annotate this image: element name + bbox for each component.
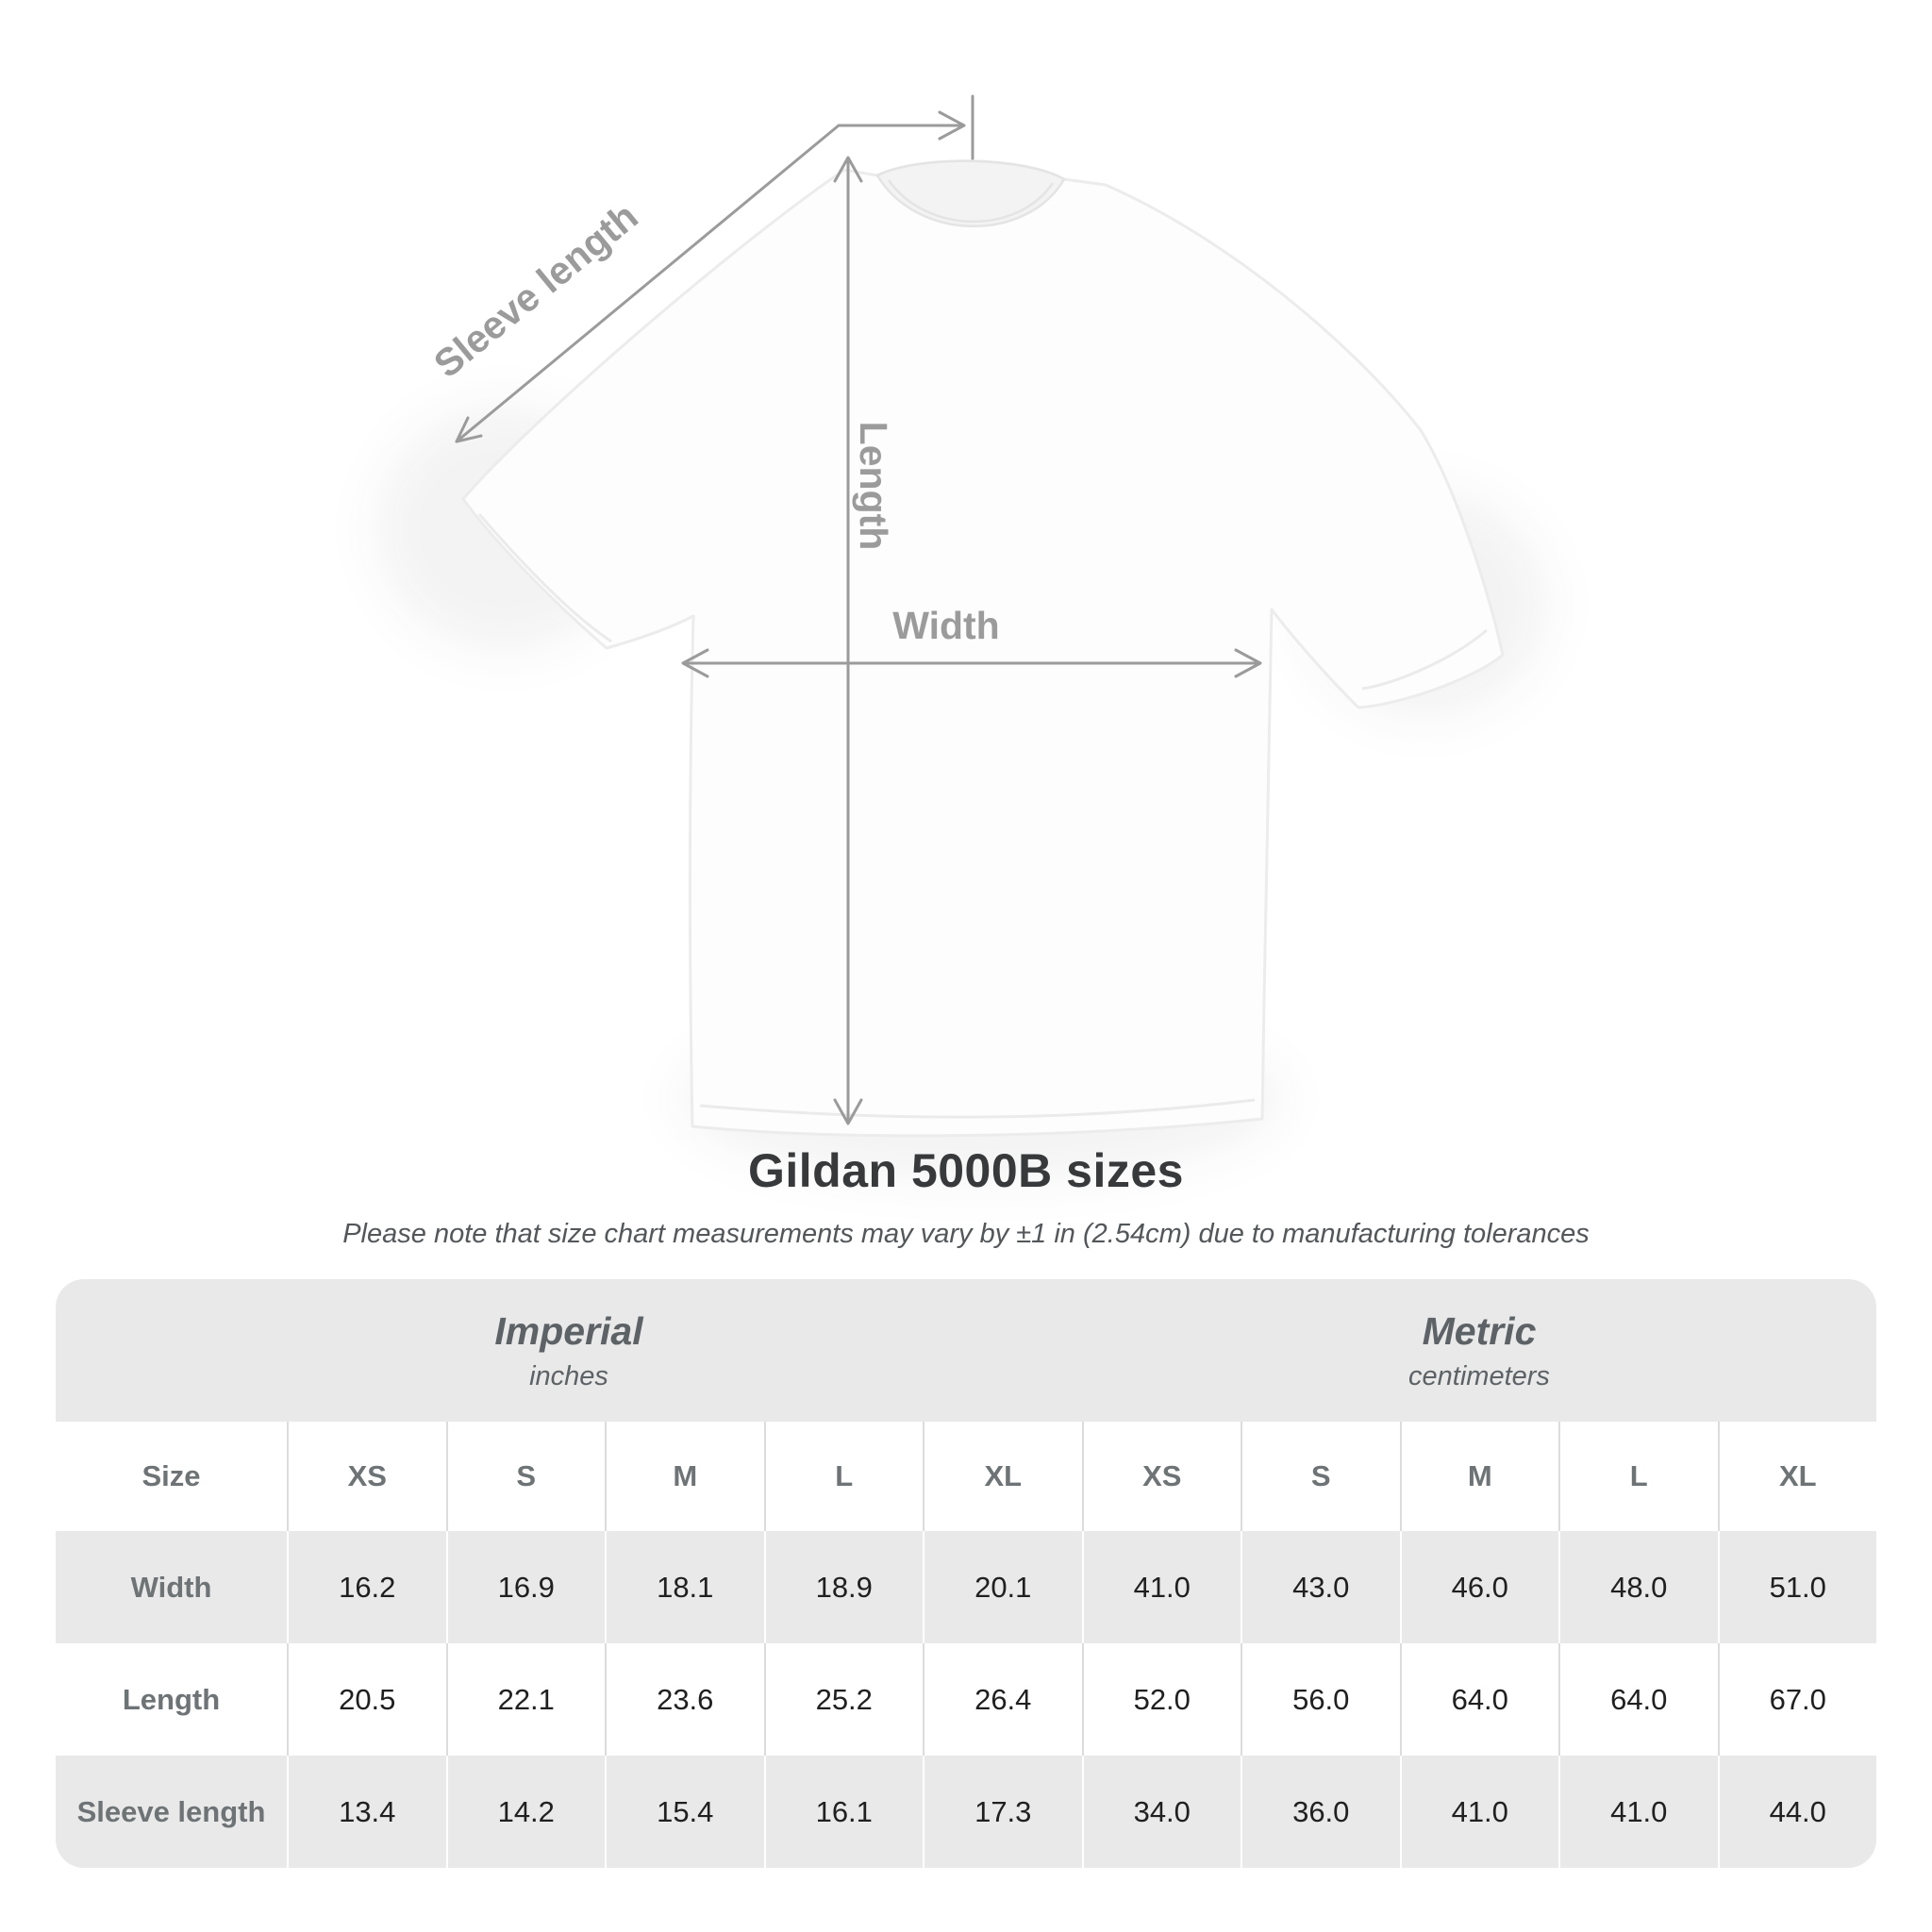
- value-cell: 23.6: [605, 1643, 764, 1756]
- metric-sublabel: centimeters: [1408, 1360, 1550, 1391]
- row-label: Sleeve length: [76, 1794, 266, 1828]
- value-cell: 64.0: [1558, 1643, 1718, 1756]
- size-col-header: XL: [923, 1422, 1082, 1531]
- tolerance-note: Please note that size chart measurements may vary by ±1 in (2.54cm) due to manufacturing tolerances: [342, 1219, 1590, 1249]
- value-cell: 20.1: [923, 1531, 1082, 1643]
- size-col-header: XS: [287, 1422, 446, 1531]
- value-cell: 64.0: [1400, 1643, 1559, 1756]
- table-row-width: [56, 1531, 1876, 1643]
- metric-label: Metric: [1422, 1308, 1537, 1353]
- page-title: Gildan 5000B sizes: [747, 1144, 1184, 1197]
- row-label: Width: [130, 1570, 212, 1604]
- value-cell: 36.0: [1241, 1756, 1400, 1868]
- value-cell: 41.0: [1400, 1756, 1559, 1868]
- value-cell: 56.0: [1241, 1643, 1400, 1756]
- size-col-header: XS: [1082, 1422, 1241, 1531]
- value-cell: 26.4: [923, 1643, 1082, 1756]
- value-cell: 41.0: [1082, 1531, 1241, 1643]
- value-cell: 48.0: [1558, 1531, 1718, 1643]
- unit-header-band: [56, 1279, 1876, 1422]
- size-col-header: S: [1241, 1422, 1400, 1531]
- size-col-header: M: [605, 1422, 764, 1531]
- size-col-header: L: [764, 1422, 924, 1531]
- value-cell: 43.0: [1241, 1531, 1400, 1643]
- value-cell: 22.1: [446, 1643, 606, 1756]
- value-cell: 46.0: [1400, 1531, 1559, 1643]
- size-col-header: S: [446, 1422, 606, 1531]
- value-cell: 51.0: [1718, 1531, 1877, 1643]
- length-label: Length: [852, 421, 896, 551]
- value-cell: 67.0: [1718, 1643, 1877, 1756]
- metric-header: [1082, 1279, 1876, 1422]
- value-cell: 16.2: [287, 1531, 446, 1643]
- imperial-label: Imperial: [494, 1308, 643, 1353]
- table-row-length: [56, 1643, 1876, 1756]
- value-cell: 44.0: [1718, 1756, 1877, 1868]
- size-header-row: [56, 1422, 1876, 1531]
- value-cell: 20.5: [287, 1643, 446, 1756]
- value-cell: 52.0: [1082, 1643, 1241, 1756]
- size-header: Size: [142, 1459, 201, 1492]
- value-cell: 34.0: [1082, 1756, 1241, 1868]
- value-cell: 41.0: [1558, 1756, 1718, 1868]
- size-table: [56, 1279, 1876, 1868]
- size-col-header: M: [1400, 1422, 1559, 1531]
- width-label: Width: [892, 604, 1000, 647]
- size-col-header: XL: [1718, 1422, 1877, 1531]
- value-cell: 18.9: [764, 1531, 924, 1643]
- imperial-header: [56, 1279, 1082, 1422]
- value-cell: 25.2: [764, 1643, 924, 1756]
- value-cell: 14.2: [446, 1756, 606, 1868]
- value-cell: 18.1: [605, 1531, 764, 1643]
- value-cell: 13.4: [287, 1756, 446, 1868]
- imperial-sublabel: inches: [529, 1360, 608, 1391]
- value-cell: 16.9: [446, 1531, 606, 1643]
- sleeve-length-label: Sleeve length: [425, 193, 646, 387]
- value-cell: 16.1: [764, 1756, 924, 1868]
- value-cell: 17.3: [923, 1756, 1082, 1868]
- size-col-header: L: [1558, 1422, 1718, 1531]
- table-row-sleeve-length: [56, 1756, 1876, 1868]
- value-cell: 15.4: [605, 1756, 764, 1868]
- row-label: Length: [122, 1682, 221, 1716]
